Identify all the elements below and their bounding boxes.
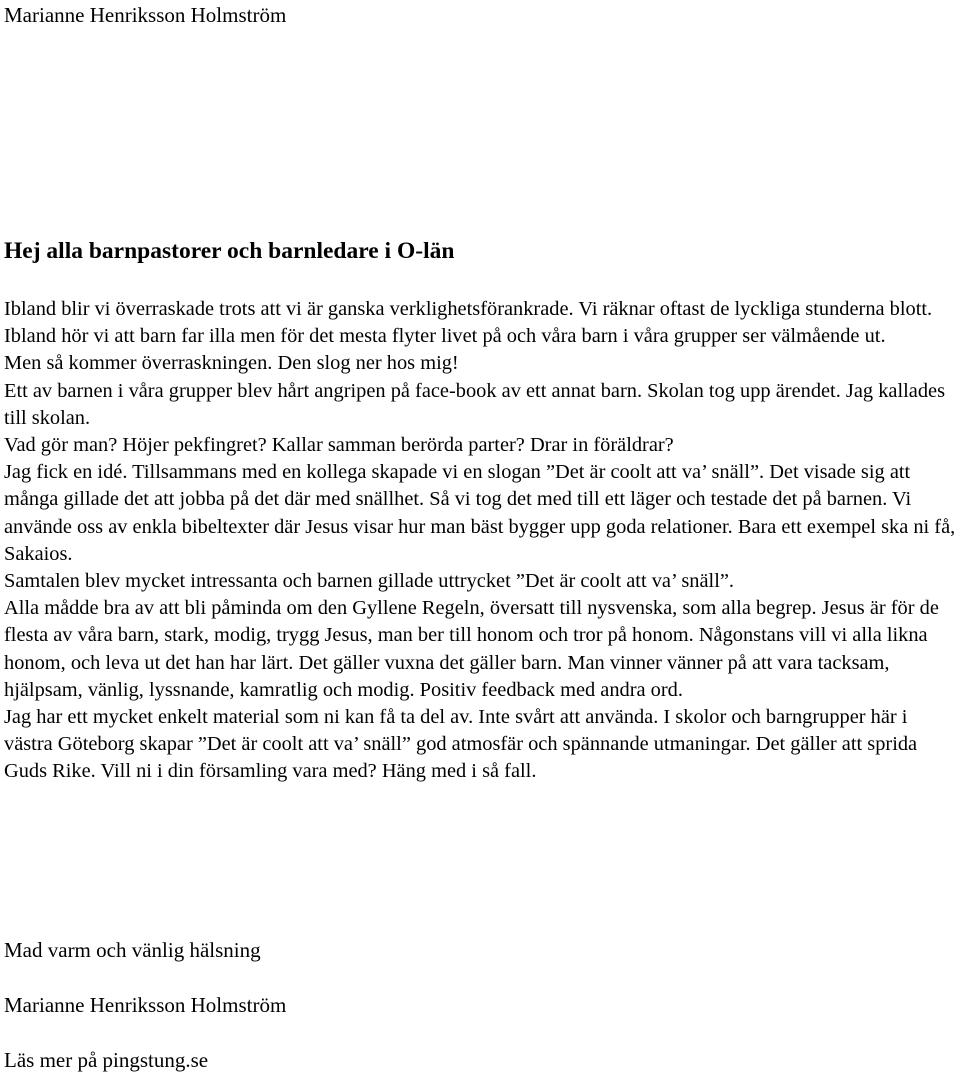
paragraph: Vad gör man? Höjer pekfingret? Kallar samman berörda parter? Drar in föräldrar? xyxy=(4,434,674,457)
letter-body xyxy=(4,296,960,786)
paragraph: Men så kommer överraskningen. Den slog ner hos mig! xyxy=(4,352,459,375)
author-header: Marianne Henriksson Holmström xyxy=(4,3,287,27)
closing-greeting: Mad varm och vänlig hälsning xyxy=(4,938,261,962)
paragraph: Jag fick en idé. Tillsammans med en kollega skapade vi en slogan ”Det är coolt att va’ snäll”. Det visade sig att många gillade det att jobba på det där med snällhet. Så vi tog det med till ett läger och testade det på barnen. Vi använde oss av enkla bibeltexter där Jesus visar hur man bäst bygger upp goda relationer. Bara ett exempel ska ni få, Sakaios. xyxy=(4,461,956,565)
letter-heading: Hej alla barnpastorer och barnledare i O-län xyxy=(4,238,455,264)
paragraph: Ett av barnen i våra grupper blev hårt angripen på face-book av ett annat barn. Skolan tog upp ärendet. Jag kallades till skolan. xyxy=(4,379,946,429)
read-more-line: Läs mer på pingstung.se xyxy=(4,1048,209,1072)
paragraph: Alla mådde bra av att bli påminda om den Gyllene Regeln, översatt till nysvenska, som alla begrep. Jesus är för de flesta av våra barn, stark, modig, trygg Jesus, man ber till honom och tror på honom. Någonstans vill vi alla likna honom, och leva ut det han har lärt. Det gäller vuxna det gäller barn. Man vinner vänner på att vara tacksam, hjälpsam, vänlig, lyssnande, kamratlig och modig. Positiv feedback med andra ord. xyxy=(4,597,939,701)
paragraph: Ibland hör vi att barn far illa men för det mesta flyter livet på och våra barn i våra grupper ser välmående ut. xyxy=(4,325,886,348)
paragraph: Ibland blir vi överraskade trots att vi är ganska verklighetsförankrade. Vi räknar oftast de lyckliga stunderna blott. xyxy=(4,298,933,320)
paragraph: Jag har ett mycket enkelt material som ni kan få ta del av. Inte svårt att använda. I skolor och barngrupper här i västra Göteborg skapar ”Det är coolt att va’ snäll” god atmosfär och spännande utmaningar. Det gäller att sprida Guds Rike. Vill ni i din församling vara med? Häng med i så fall. xyxy=(4,706,918,783)
signature: Marianne Henriksson Holmström xyxy=(4,993,287,1017)
paragraph: Samtalen blev mycket intressanta och barnen gillade uttrycket ”Det är coolt att va’ snäll”. xyxy=(4,570,735,593)
